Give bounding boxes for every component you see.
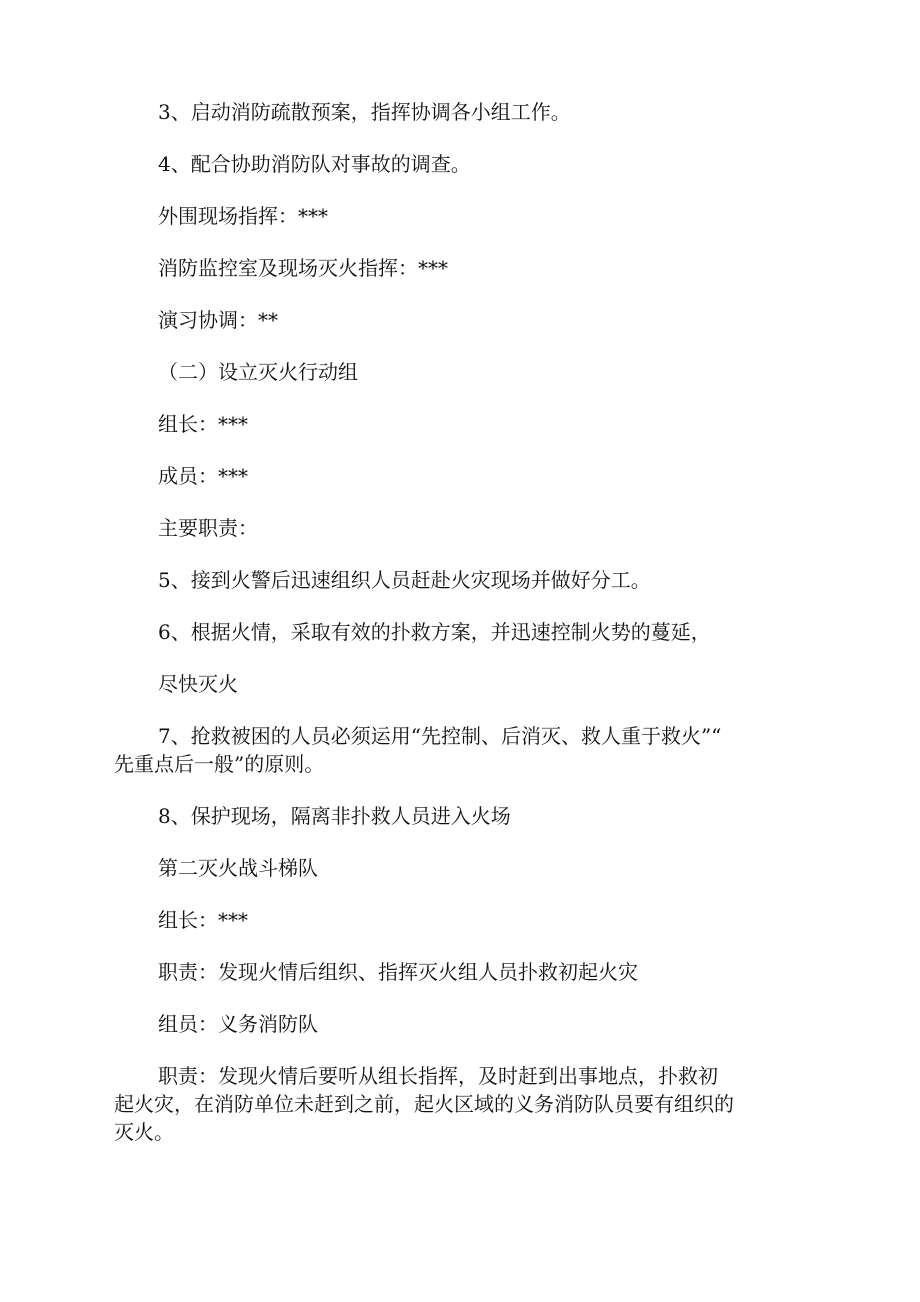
paragraph-8 xyxy=(114,462,814,490)
paragraph-line: 演习协调：** xyxy=(158,308,278,332)
paragraph-line: 外围现场指挥：*** xyxy=(158,204,328,228)
paragraph-line: 起火灾，在消防单位未赶到之前，起火区域的义务消防队员要有组织的 xyxy=(114,1092,734,1116)
paragraph-line: 8、保护现场，隔离非扑救人员进入火场 xyxy=(158,804,511,828)
paragraph-3 xyxy=(114,202,814,230)
paragraph-13 xyxy=(114,722,814,778)
paragraph-line: 3、启动消防疏散预案，指挥协调各小组工作。 xyxy=(158,100,571,124)
paragraph-line: （二）设立灭火行动组 xyxy=(158,360,358,384)
paragraph-line: 组员：义务消防队 xyxy=(158,1012,318,1036)
paragraph-line: 职责：发现火情后要听从组长指挥，及时赶到出事地点，扑救初 xyxy=(158,1064,718,1088)
paragraph-15 xyxy=(114,854,814,882)
paragraph-line: 先重点后一般”的原则。 xyxy=(114,752,325,776)
paragraph-line: 主要职责： xyxy=(158,516,258,540)
paragraph-line: 7、抢救被困的人员必须运用“先控制、后消灭、救人重于救火”“ xyxy=(158,724,722,748)
paragraph-10 xyxy=(114,566,814,594)
paragraph-2 xyxy=(114,150,814,178)
paragraph-line: 灭火。 xyxy=(114,1120,174,1144)
paragraph-16 xyxy=(114,906,814,934)
paragraph-18 xyxy=(114,1010,814,1038)
paragraph-line: 职责：发现火情后组织、指挥灭火组人员扑救初起火灾 xyxy=(158,960,638,984)
paragraph-7 xyxy=(114,410,814,438)
paragraph-line: 6、根据火情，采取有效的扑救方案，并迅速控制火势的蔓延， xyxy=(158,620,711,644)
paragraph-5 xyxy=(114,306,814,334)
paragraph-11 xyxy=(114,618,814,646)
section-heading xyxy=(114,358,814,386)
paragraph-line: 成员：*** xyxy=(158,464,248,488)
paragraph-line: 组长：*** xyxy=(158,908,248,932)
paragraph-line: 第二灭火战斗梯队 xyxy=(158,856,318,880)
paragraph-14 xyxy=(114,802,814,830)
paragraph-17 xyxy=(114,958,814,986)
paragraph-line: 5、接到火警后迅速组织人员赶赴火灾现场并做好分工。 xyxy=(158,568,651,592)
paragraph-19 xyxy=(114,1062,814,1146)
paragraph-4 xyxy=(114,254,814,282)
paragraph-9 xyxy=(114,514,814,542)
paragraph-12 xyxy=(114,670,814,698)
paragraph-1 xyxy=(114,98,814,126)
paragraph-line: 消防监控室及现场灭火指挥：*** xyxy=(158,256,448,280)
paragraph-line: 尽快灭火 xyxy=(158,672,238,696)
paragraph-line: 组长：*** xyxy=(158,412,248,436)
paragraph-line: 4、配合协助消防队对事故的调查。 xyxy=(158,152,471,176)
